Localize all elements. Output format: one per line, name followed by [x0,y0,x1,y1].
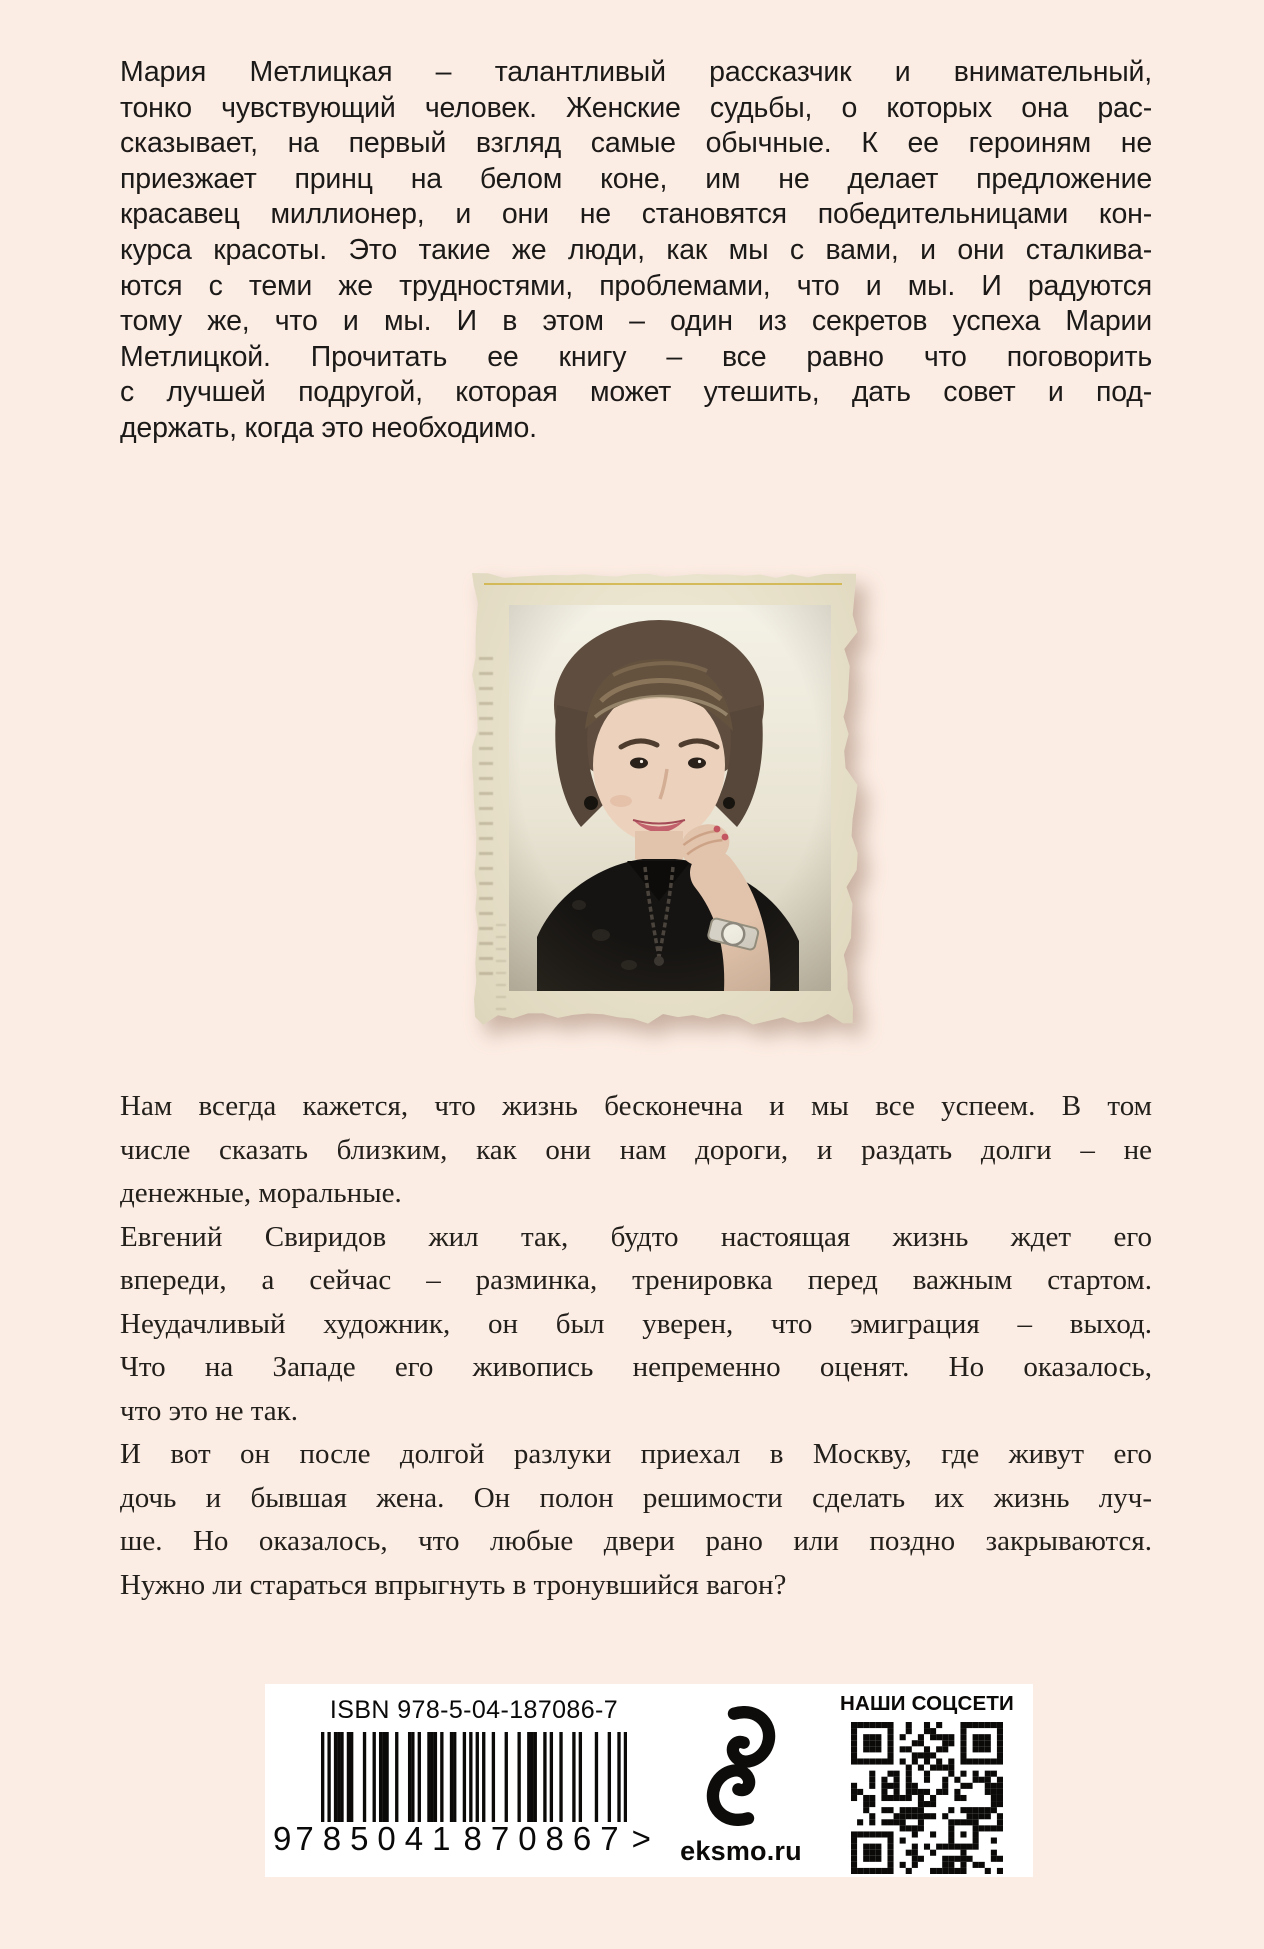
paper-top-line [484,583,842,585]
torn-paper [472,573,858,1025]
publisher-footer [265,1684,1033,1877]
author-photo [472,573,858,1025]
text-line: сказывает, на первый взгляд самые обычные. К ее героиням не [120,127,1152,160]
barcode-digit-group: 870867 [463,1820,628,1857]
text-line: денежные, моральные. [120,1177,402,1209]
publisher-url: eksmo.ru [680,1836,802,1866]
author-portrait-illustration [509,605,831,991]
barcode-digit-group: 785041 [295,1820,460,1857]
qr-label: НАШИ СОЦСЕТИ [840,1692,1014,1715]
text-line: Метлицкой. Прочитать ее книгу – все равно что поговорить [120,340,1152,373]
barcode-digits [271,1820,651,1857]
text-line: тому же, что и мы. И в этом – один из секретов успеха Марии [120,305,1152,338]
text-line: держать, когда это необходимо. [120,411,537,444]
author-intro-text [120,55,1152,447]
text-line: дочь и бывшая жена. Он полон решимости сделать их жизнь луч- [120,1481,1152,1514]
text-line: Мария Метлицкая – талантливый рассказчик и внимательный, [120,56,1152,88]
text-line: Нужно ли стараться впрыгнуть в тронувшийся вагон? [120,1568,787,1601]
text-line: Неудачливый художник, он был уверен, что эмиграция – выход. [120,1307,1152,1340]
text-line: красавец миллионер, и они не становятся победительницами кон- [120,198,1152,231]
text-line: Нам всегда кажется, что жизнь бесконечна и мы все успеем. В том [120,1090,1152,1122]
text-line: ются с теми же трудностями, проблемами, что и мы. И радуются [120,269,1152,302]
eksmo-logo-icon [697,1706,785,1826]
text-line: И вот он после долгой разлуки приехал в Москву, где живут его [120,1438,1152,1470]
text-line: Евгений Свиридов жил так, будто настоящая жизнь ждет его [120,1220,1152,1253]
paper-scribbles [496,921,506,1011]
text-line: числе сказать близким, как они нам дороги, и раздать долги – не [120,1133,1152,1166]
social-qr-block [840,1692,1014,1874]
paper-scribbles [479,653,493,987]
book-synopsis-text [120,1085,1152,1607]
text-line: что это не так. [120,1394,298,1427]
barcode-block [273,1696,651,1857]
isbn-label: ISBN 978-5-04-187086-7 [329,1696,619,1724]
text-line: впереди, а сейчас – разминка, тренировка перед важным стартом. [120,1264,1152,1296]
text-line: тонко чувствующий человек. Женские судьбы, о которых она рас- [120,91,1152,124]
social-qr-code [851,1722,1003,1874]
text-line: ше. Но оказалось, что любые двери рано или поздно закрываются. [120,1525,1152,1557]
barcode-digit-lead: 9 [273,1820,292,1857]
publisher-logo-block [681,1706,801,1867]
text-line: курса красоты. Это такие же люди, как мы с вами, и они сталкива- [120,233,1152,266]
text-line: приезжает принц на белом коне, им не делает предложение [120,162,1152,195]
text-line: с лучшей подругой, которая может утешить, дать совет и под- [120,376,1152,409]
barcode-digit-suffix: > [631,1820,651,1857]
text-line: Что на Западе его живопись непременно оценят. Но оказалось, [120,1351,1152,1383]
